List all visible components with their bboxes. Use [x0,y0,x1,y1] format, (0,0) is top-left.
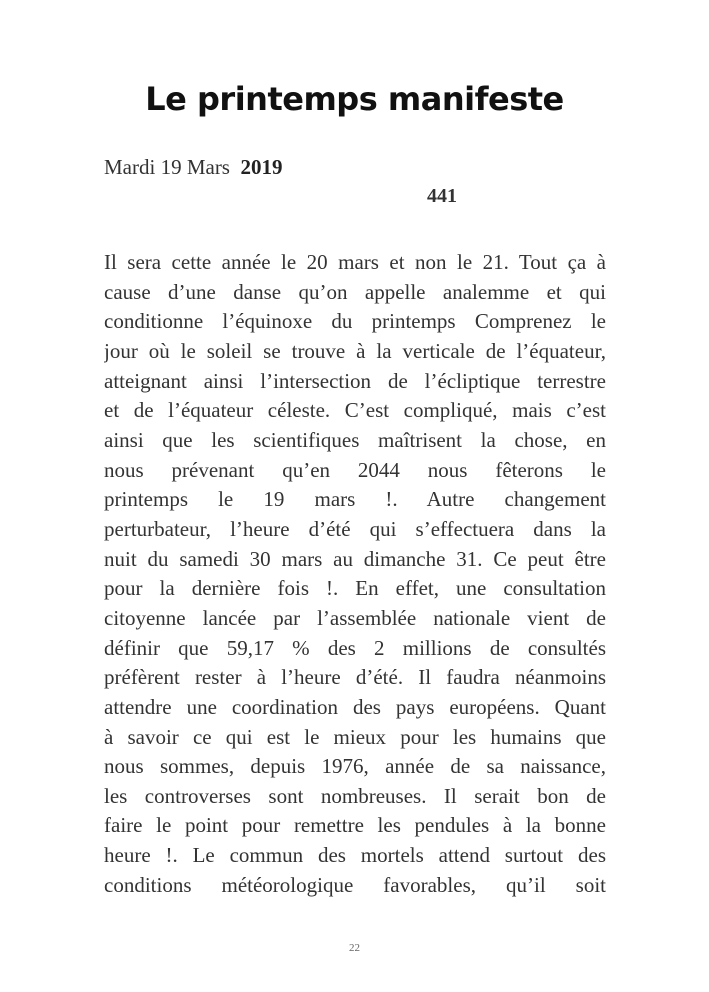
body-line: citoyenne lancée par l’assemblée nationale vient de [104,605,606,630]
body-line: printemps le 19 mars !. Autre changement [104,487,606,512]
body-line: préfèrent rester à l’heure d’été. Il faudra néanmoins [104,665,606,690]
body-line: conditions météorologique favorables, qu’il soit [104,872,606,897]
body-line: jour où le soleil se trouve à la verticale de l’équateur, [104,338,606,363]
page-title: Le printemps manifeste [145,80,564,118]
body-line: à savoir ce qui est le mieux pour les humains que [104,724,606,749]
article-date [104,155,282,180]
body-line: faire le point pour remettre les pendules à la bonne [104,813,606,838]
body-line: pour la dernière fois !. En effet, une consultation [104,576,606,601]
body-line: cause d’une danse qu’on appelle analemme et qui [104,279,606,304]
body-line: heure !. Le commun des mortels attend surtout des [104,843,606,868]
body-line: perturbateur, l’heure d’été qui s’effectuera dans la [104,516,606,541]
date-year: 2019 [240,155,283,179]
body-line: nous sommes, depuis 1976, année de sa naissance, [104,754,606,779]
body-line: nous prévenant qu’en 2044 nous fêterons le [104,457,606,482]
article-body [104,248,606,900]
body-line: conditionne l’équinoxe du printemps Comprenez le [104,309,606,334]
article-number: 441 [427,185,457,207]
body-line: Il sera cette année le 20 mars et non le 21. Tout ça à [104,250,606,274]
date-day: Mardi 19 Mars [104,155,230,179]
body-line: atteignant ainsi l’intersection de l’écliptique terrestre [104,368,606,393]
body-line: ainsi que les scientifiques maîtrisent la chose, en [104,427,606,452]
body-line: les controverses sont nombreuses. Il serait bon de [104,783,606,808]
body-line: définir que 59,17 % des 2 millions de consultés [104,635,606,660]
body-line: et de l’équateur céleste. C’est compliqué, mais c’est [104,398,606,423]
page-number: 22 [349,942,360,954]
body-line: attendre une coordination des pays européens. Quant [104,694,606,719]
body-line: nuit du samedi 30 mars au dimanche 31. Ce peut être [104,546,606,571]
